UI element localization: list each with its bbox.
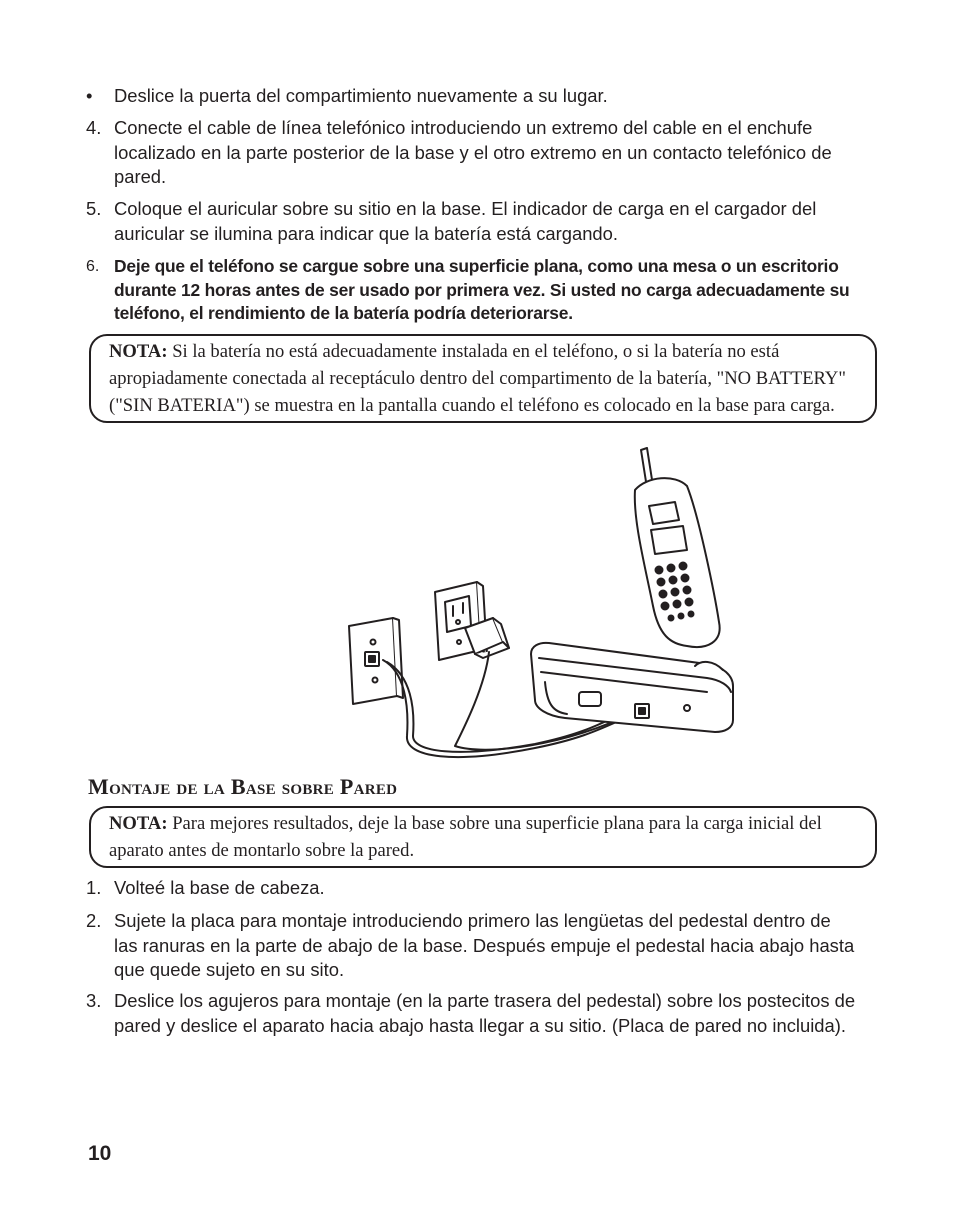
note-box — [89, 334, 877, 423]
step-number: 5. — [86, 198, 102, 219]
section-title: Montaje de la Base sobre Pared — [88, 774, 398, 799]
note-label: NOTA: — [109, 341, 168, 362]
phone-setup-illustration — [335, 446, 760, 766]
step-number: 3. — [86, 990, 102, 1011]
list-item — [86, 876, 856, 901]
step-text: Deslice la puerta del compartimiento nuevamente a su lugar. — [114, 85, 608, 106]
step-number: 1. — [86, 877, 102, 898]
list-item — [86, 255, 856, 326]
step-number: 6. — [86, 258, 100, 275]
note-text: Si la batería no está adecuadamente instalada en el teléfono, o si la batería no está apropiadamente conectada al receptáculo dentro del compartimento de la batería, "NO BATTERY" ("SIN BATERIA") se muestra en la pantalla cuando el teléfono es colocado en la base para carga. — [109, 341, 846, 416]
list-item — [86, 989, 856, 1038]
page-number: 10 — [88, 1142, 112, 1165]
list-item — [86, 909, 856, 983]
note-text: Para mejores resultados, deje la base sobre una superficie plana para la carga inicial del aparato antes de montarlo sobre la pared. — [109, 813, 822, 861]
step-text: Deje que el teléfono se cargue sobre una superficie plana, como una mesa o un escritorio durante 12 horas antes de ser usado por primera vez. Si usted no carga adecuadamente su teléfono, el rendimiento de la batería podría deteriorarse. — [114, 256, 850, 323]
step-text: Sujete la placa para montaje introduciendo primero las lengüetas del pedestal dentro de las ranuras en la parte de abajo de la base. Después empuje el pedestal hacia abajo hasta que quede sujeto en su sito. — [114, 910, 855, 980]
list-item — [86, 197, 856, 246]
bullet-marker: • — [86, 85, 93, 106]
step-text: Volteé la base de cabeza. — [114, 877, 325, 898]
step-text: Deslice los agujeros para montaje (en la parte trasera del pedestal) sobre los postecitos de pared y deslice el aparato hacia abajo hasta llegar a su sitio. (Placa de pared no incluida). — [114, 990, 856, 1036]
note-label: NOTA: — [109, 813, 168, 834]
handset — [635, 448, 720, 647]
list-item — [86, 84, 856, 109]
step-text: Conecte el cable de línea telefónico introduciendo un extremo del cable en el enchufe localizado en la parte posterior de la base y el otro extremo en un contacto telefónico de pared. — [114, 117, 832, 187]
step-number: 2. — [86, 910, 102, 931]
wall-phone-jack — [349, 618, 403, 704]
step-text: Coloque el auricular sobre su sitio en la base. El indicador de carga en el cargador del auricular se ilumina para indicar que la batería está cargando. — [114, 198, 817, 244]
step-number: 4. — [86, 117, 102, 138]
note-box — [89, 806, 877, 868]
base-unit — [531, 643, 733, 732]
list-item — [86, 116, 856, 190]
